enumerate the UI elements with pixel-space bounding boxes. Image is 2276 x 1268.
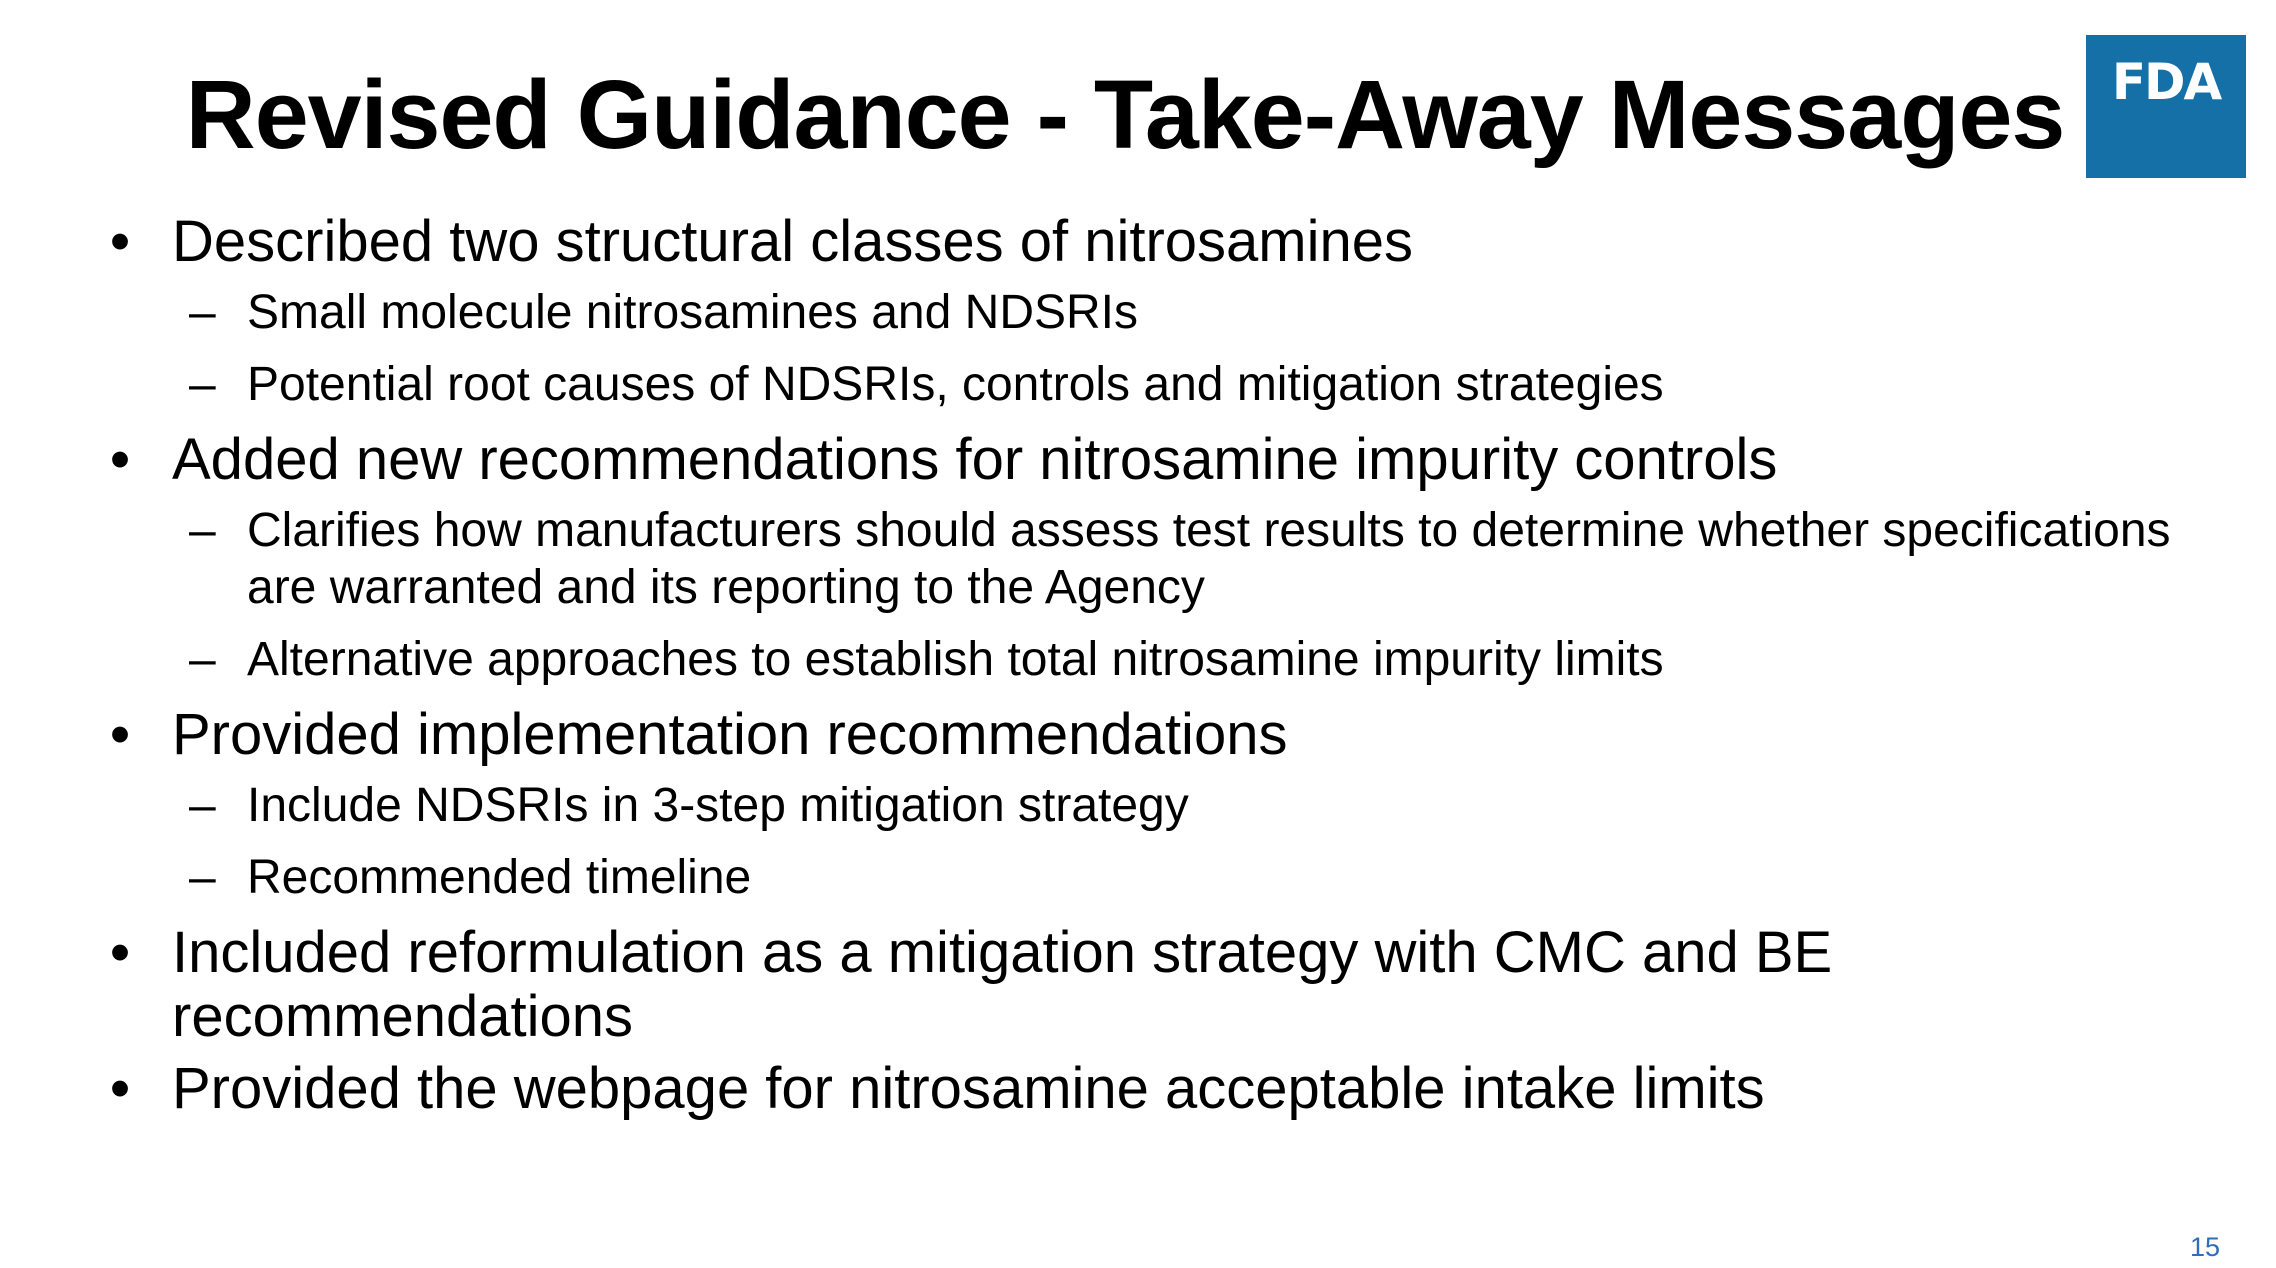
sub-bullet-list	[100, 284, 2180, 413]
dash-icon: –	[189, 851, 216, 904]
bullet-item	[100, 210, 2180, 274]
sub-bullet-text: Clarifies how manufacturers should assess test results to determine whether specifications are warranted and its reporting to the Agency	[247, 504, 2171, 614]
sub-bullet-text: Recommended timeline	[247, 851, 752, 904]
bullet-icon: •	[109, 1056, 131, 1121]
dash-icon: –	[189, 504, 216, 557]
sub-bullet-item	[189, 631, 2180, 688]
sub-bullet-text: Alternative approaches to establish total nitrosamine impurity limits	[247, 633, 1664, 686]
dash-icon: –	[189, 633, 216, 686]
bullet-icon: •	[109, 920, 131, 985]
bullet-text: Included reformulation as a mitigation strategy with CMC and BE recommendations	[172, 920, 1833, 1049]
bullet-item	[100, 1057, 2180, 1121]
bullet-item	[100, 921, 2180, 1049]
bullet-icon: •	[109, 427, 131, 492]
bullet-text: Added new recommendations for nitrosamine impurity controls	[172, 427, 1778, 492]
bullet-item	[100, 428, 2180, 492]
sub-bullet-item	[189, 284, 2180, 341]
fda-logo-text: FDA	[2111, 53, 2221, 111]
bullet-icon: •	[109, 209, 131, 274]
bullet-text: Provided implementation recommendations	[172, 702, 1288, 767]
bullet-item	[100, 703, 2180, 767]
sub-bullet-list	[100, 502, 2180, 688]
bullet-icon: •	[109, 702, 131, 767]
sub-bullet-list	[100, 777, 2180, 906]
sub-bullet-text: Include NDSRIs in 3-step mitigation strategy	[247, 779, 1189, 832]
bullet-list	[100, 210, 2180, 1129]
sub-bullet-text: Small molecule nitrosamines and NDSRIs	[247, 286, 1138, 339]
dash-icon: –	[189, 286, 216, 339]
dash-icon: –	[189, 358, 216, 411]
page-number: 15	[2190, 1232, 2221, 1262]
sub-bullet-item	[189, 777, 2180, 834]
sub-bullet-item	[189, 356, 2180, 413]
sub-bullet-text: Potential root causes of NDSRIs, controls and mitigation strategies	[247, 358, 1664, 411]
bullet-text: Described two structural classes of nitrosamines	[172, 209, 1414, 274]
fda-logo	[2086, 35, 2246, 178]
slide-title: Revised Guidance - Take-Away Messages	[185, 60, 2065, 169]
bullet-text: Provided the webpage for nitrosamine acceptable intake limits	[172, 1056, 1765, 1121]
dash-icon: –	[189, 779, 216, 832]
sub-bullet-item	[189, 849, 2180, 906]
sub-bullet-item	[189, 502, 2180, 616]
